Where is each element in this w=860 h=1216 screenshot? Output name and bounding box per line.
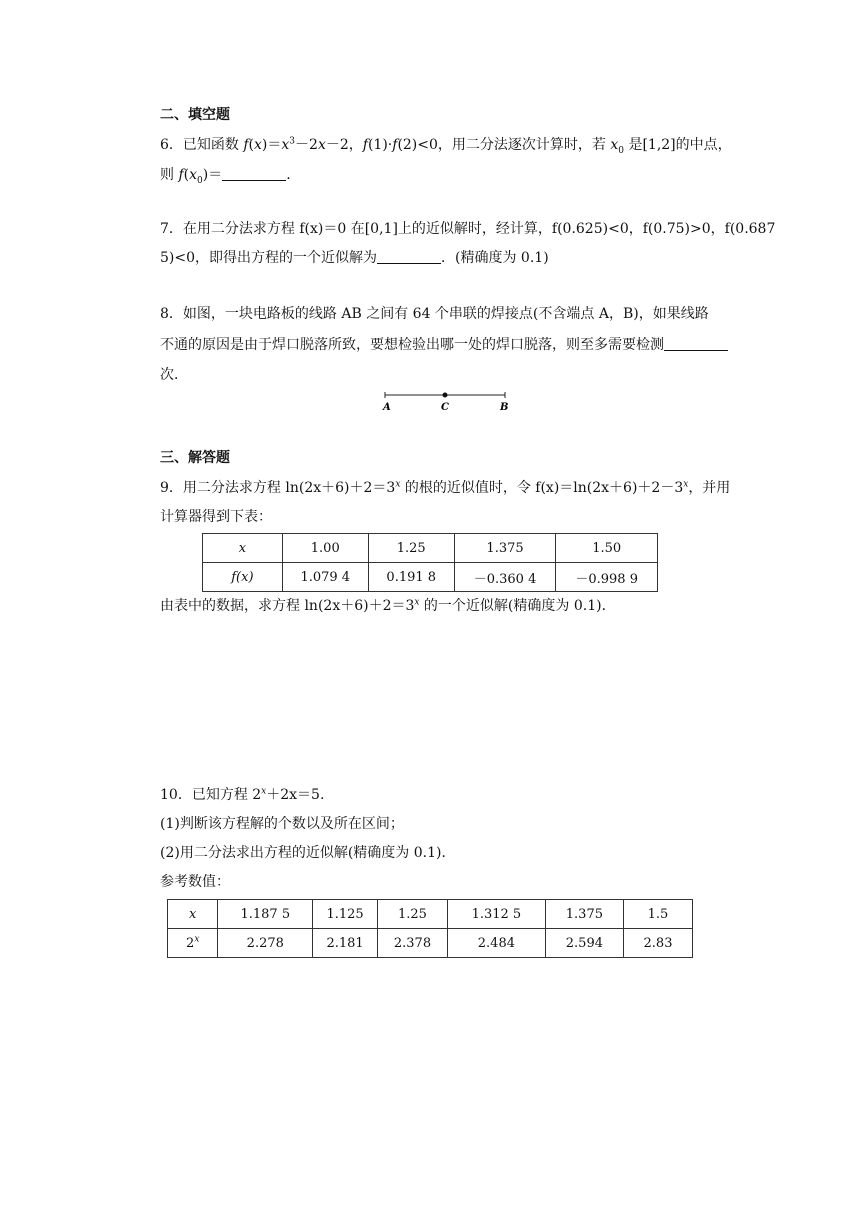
- table-row: x 1.187 5 1.125 1.25 1.312 5 1.375 1.5: [168, 900, 693, 929]
- q10-part-1: (1)判断该方程解的个数以及所在区间；: [160, 816, 404, 832]
- q7-answer-blank[interactable]: [377, 249, 441, 264]
- q10-line-1: 10．已知方程 $2^x+2x=5$.: [160, 786, 325, 803]
- table-row: f(x) 1.079 4 0.191 8 －0.360 4 －0.998 9: [203, 563, 658, 592]
- q10-reference-label: 参考数值：: [160, 874, 230, 890]
- q8-answer-blank[interactable]: [664, 336, 728, 351]
- q8-line-3: 次．: [160, 367, 188, 383]
- section-heading-fill-in: 二、填空题: [160, 107, 230, 123]
- q6-line-1: 6．已知函数 $f(x)=x^3-2x-2$，f(1)·f(2)<0，用二分法逐次计算时，若 $x_0$ 是[1,2]的中点，: [160, 136, 732, 156]
- q9-table: [202, 533, 658, 592]
- q7-line-2: 5)<0，即得出方程的一个近似解为 ．(精确度为 0.1): [160, 250, 549, 266]
- q6-line-2: 则 $f(x_0)=$ .: [160, 167, 291, 186]
- table-row: 2$^x$ 2.278 2.181 2.378 2.484 2.594 2.83: [168, 929, 693, 958]
- section-heading-solve: 三、解答题: [160, 450, 230, 466]
- label-c: C: [441, 402, 449, 413]
- q8-line-1: 8．如图，一块电路板的线路 AB 之间有 64 个串联的焊接点(不含端点 A，B)，如果线路: [160, 306, 709, 322]
- label-b: B: [500, 402, 509, 413]
- q10-part-2: (2)用二分法求出方程的近似解(精确度为 0.1)．: [160, 845, 456, 861]
- q9-line-1: 9．用二分法求方程 $\ln(2x+6)+2=3^x$ 的根的近似值时，令 $f(x)=\ln(2x+6)+2-3^x$，并用: [160, 479, 731, 496]
- q9-instruction: 由表中的数据，求方程 $\ln(2x+6)+2=3^x$ 的一个近似解(精确度为 0.1)．: [160, 597, 616, 614]
- q10-table: [167, 899, 693, 958]
- circuit-point-c: [443, 393, 448, 398]
- label-a: A: [383, 402, 391, 413]
- table-row: x 1.00 1.25 1.375 1.50: [203, 534, 658, 563]
- circuit-diagram: [380, 388, 510, 414]
- q7-line-1: 7．在用二分法求方程 f(x)＝0 在[0,1]上的近似解时，经计算，f(0.625)<0，f(0.75)>0，f(0.687: [160, 221, 776, 237]
- q8-line-2: 不通的原因是由于焊口脱落所致，要想检验出哪一处的焊口脱落，则至多需要检测: [160, 335, 728, 355]
- q9-line-2: 计算器得到下表：: [160, 509, 272, 525]
- q6-answer-blank[interactable]: [222, 166, 286, 181]
